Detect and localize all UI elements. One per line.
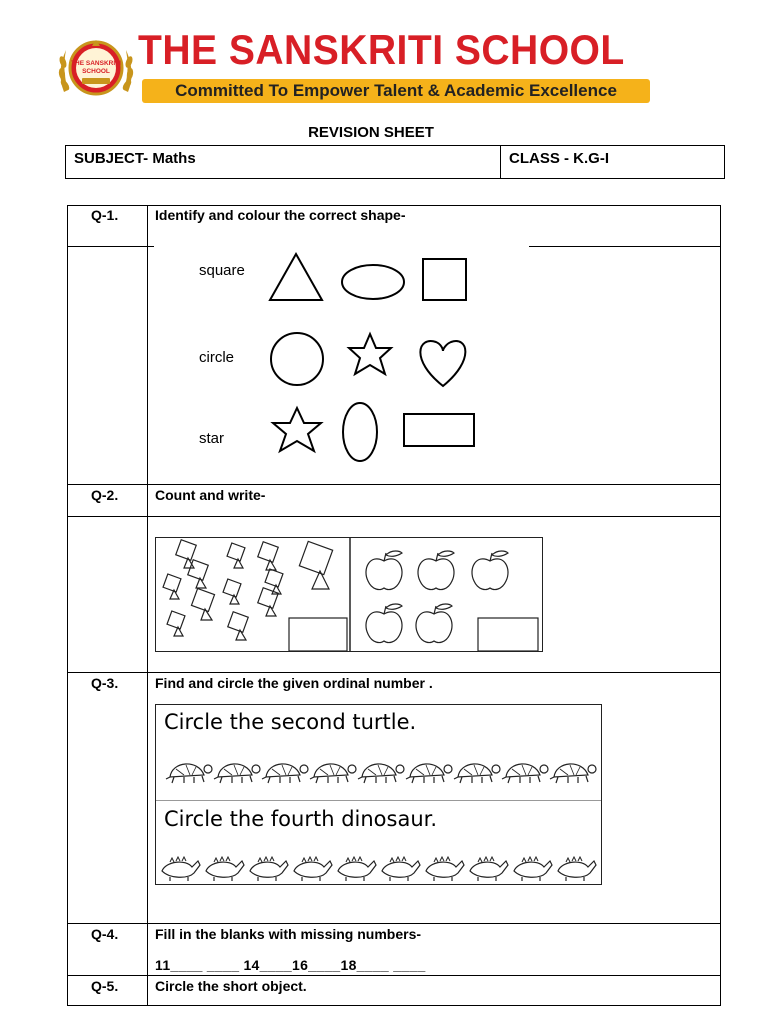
subject-cell: SUBJECT- Maths — [66, 146, 501, 179]
kite-icon — [228, 612, 249, 640]
q5-number: Q-5. — [91, 978, 119, 994]
dinosaur-icon — [250, 857, 288, 881]
dinosaur-row — [156, 849, 601, 883]
school-emblem-icon — [54, 32, 138, 102]
kite-icon — [176, 540, 197, 568]
kite-icon — [191, 588, 214, 620]
square-shape — [423, 259, 466, 300]
dinosaur-icon — [514, 857, 552, 881]
q1-text: Identify and colour the correct shape- — [155, 207, 406, 223]
triangle-shape — [270, 254, 322, 300]
ordinal-task-turtle: Circle the second turtle. — [164, 710, 417, 734]
ordinal-picture — [155, 704, 602, 885]
rectangle-shape — [404, 414, 474, 446]
apple-answer-box — [478, 618, 538, 651]
svg-text:SCHOOL: SCHOOL — [82, 68, 110, 75]
kite-answer-box — [289, 618, 347, 651]
dinosaur-icon — [426, 857, 464, 881]
header-table — [65, 145, 725, 179]
page-title: REVISION SHEET — [308, 124, 434, 141]
kite-icon — [227, 543, 245, 568]
q5-text: Circle the short object. — [155, 978, 307, 994]
turtle-icon — [310, 764, 356, 783]
turtle-row — [156, 751, 601, 787]
turtle-icon — [166, 764, 212, 783]
turtle-icon — [550, 764, 596, 783]
svg-text:THE SANSKRITI: THE SANSKRITI — [71, 60, 121, 67]
turtle-icon — [358, 764, 404, 783]
kite-icon — [258, 588, 279, 616]
apple-icon — [366, 551, 402, 590]
q3-text: Find and circle the given ordinal number . — [155, 675, 433, 691]
kite-icon — [258, 542, 279, 570]
apple-icon — [418, 551, 454, 590]
turtle-icon — [262, 764, 308, 783]
q4-text: Fill in the blanks with missing numbers- — [155, 926, 422, 942]
shape-label-star: star — [199, 430, 225, 447]
q1-number: Q-1. — [91, 207, 119, 223]
q2-number: Q-2. — [91, 487, 119, 503]
q4-blanks: 11____ ____ 14____16____18____ ____ — [155, 957, 426, 973]
circle-shape — [271, 333, 323, 385]
class-cell: CLASS - K.G-I — [501, 146, 725, 179]
ordinal-task-dinosaur: Circle the fourth dinosaur. — [164, 807, 438, 831]
kite-icon — [223, 579, 241, 604]
turtle-icon — [502, 764, 548, 783]
dinosaur-icon — [382, 857, 420, 881]
apple-icon — [366, 604, 402, 643]
school-tagline: Committed To Empower Talent & Academic Excellence — [142, 79, 650, 103]
kites-and-apples-illustration — [156, 538, 542, 651]
q3-number: Q-3. — [91, 675, 119, 691]
dinosaur-icon — [162, 857, 200, 881]
count-picture — [155, 537, 543, 652]
apple-icon — [472, 551, 508, 590]
kite-icon — [188, 560, 209, 588]
school-name: THE SANSKRITI SCHOOL — [138, 26, 625, 73]
vertical-ellipse-shape — [343, 403, 377, 461]
shape-label-square: square — [199, 262, 245, 279]
turtle-icon — [454, 764, 500, 783]
shape-label-circle: circle — [199, 349, 235, 366]
heart-shape — [420, 341, 465, 386]
q4-number: Q-4. — [91, 926, 119, 942]
kite-icon — [167, 611, 185, 636]
kite-icon — [163, 574, 181, 599]
star-shape-2 — [273, 408, 321, 451]
q2-text: Count and write- — [155, 487, 266, 503]
dinosaur-icon — [294, 857, 332, 881]
star-shape — [349, 334, 391, 374]
dinosaur-icon — [470, 857, 508, 881]
turtle-icon — [214, 764, 260, 783]
kite-icon — [299, 541, 332, 589]
kite-icon — [265, 569, 283, 594]
dinosaur-icon — [338, 857, 376, 881]
dinosaur-icon — [206, 857, 244, 881]
shapes-worksheet — [260, 248, 490, 468]
turtle-icon — [406, 764, 452, 783]
ellipse-shape — [342, 265, 404, 299]
apple-icon — [416, 604, 452, 643]
dinosaur-icon — [558, 857, 596, 881]
